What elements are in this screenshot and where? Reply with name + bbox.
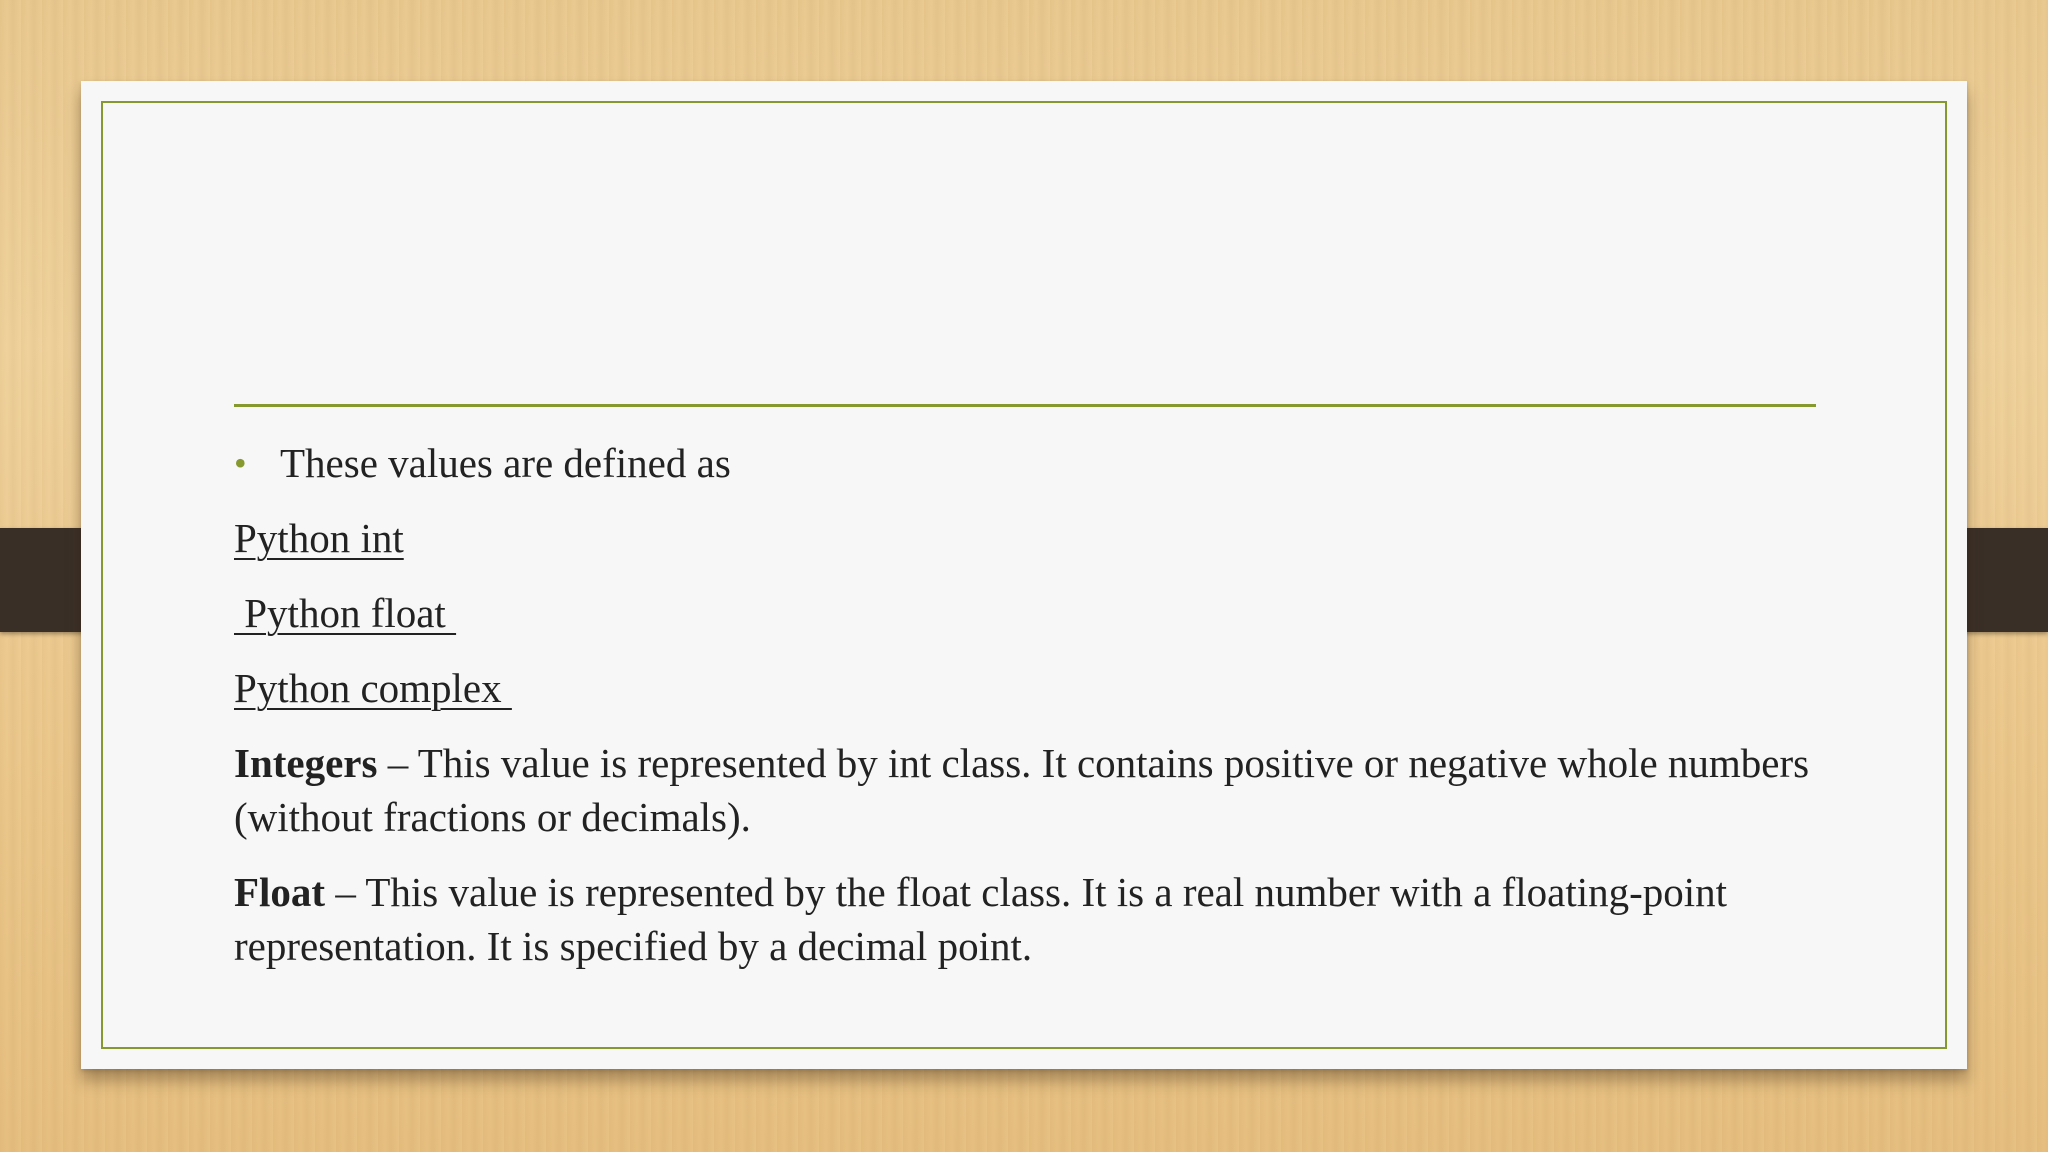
- bullet-item: [234, 436, 1814, 490]
- text-float: – This value is represented by the float class. It is a real number with a floating-point representation. It is specified by a decimal point.: [234, 869, 1728, 969]
- link-python-float[interactable]: Python float: [234, 590, 457, 636]
- title-divider: [234, 404, 1816, 407]
- link-python-int[interactable]: Python int: [234, 515, 404, 561]
- slide: [81, 81, 1967, 1069]
- term-integers: Integers: [234, 740, 378, 786]
- text-integers: – This value is represented by int class. It contains positive or negative whole numbers (without fractions or decimals).: [234, 740, 1810, 840]
- term-float: Float: [234, 869, 326, 915]
- bullet-dot-icon: •: [234, 443, 247, 483]
- paragraph-integers: [234, 736, 1814, 844]
- slide-body: [234, 436, 1814, 994]
- bullet-text: These values are defined as: [280, 440, 731, 486]
- paragraph-float: [234, 865, 1814, 973]
- link-python-complex[interactable]: Python complex: [234, 665, 512, 711]
